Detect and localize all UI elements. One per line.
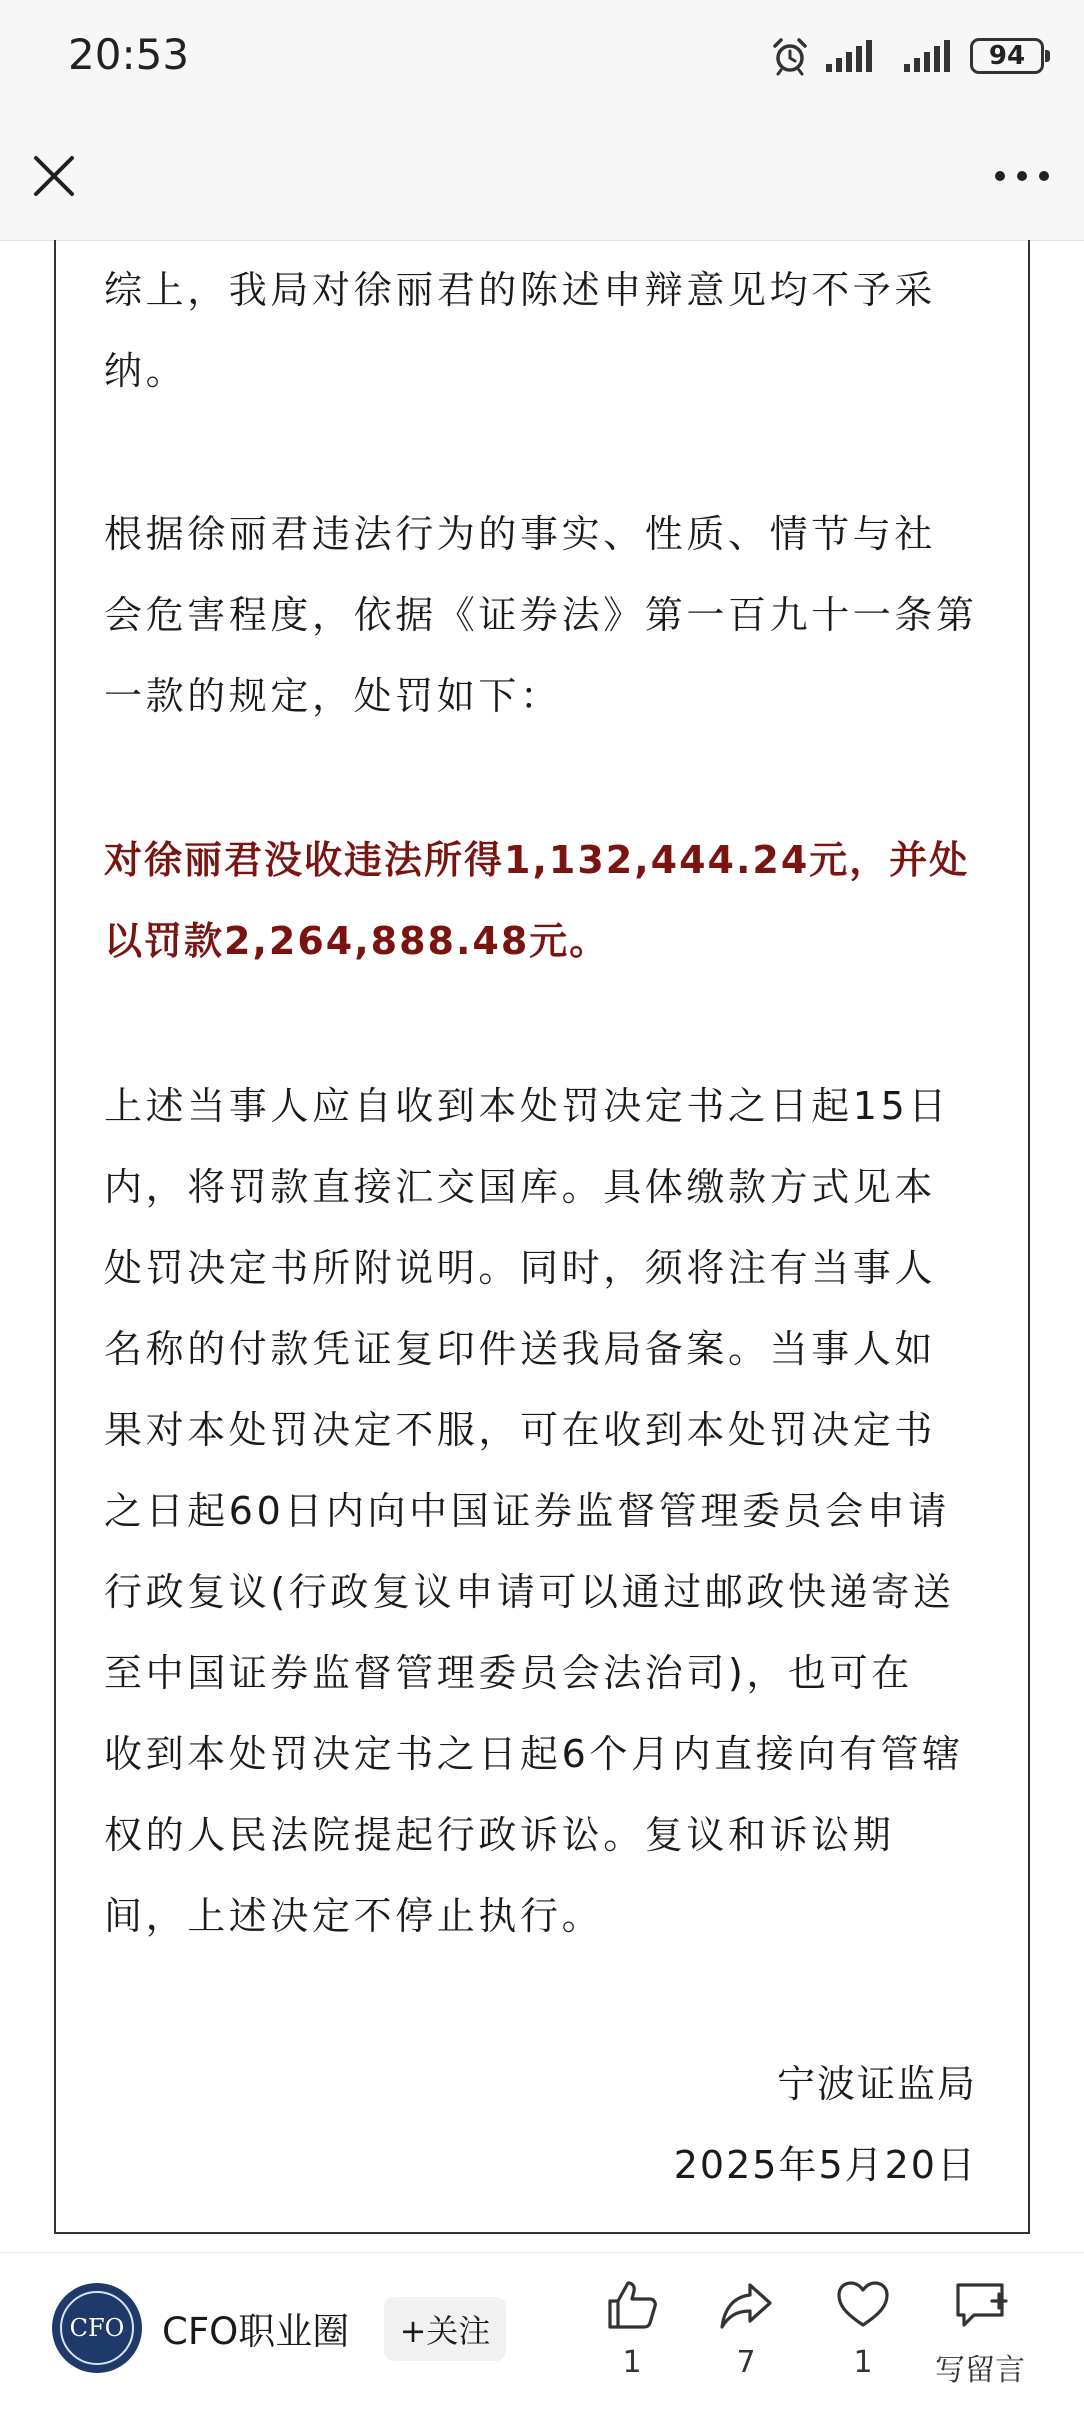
avatar-logo: CFO bbox=[60, 2291, 134, 2365]
alarm-icon bbox=[770, 36, 810, 76]
status-icons bbox=[770, 34, 1044, 78]
signature-authority: 宁波证监局 bbox=[776, 2062, 977, 2106]
more-icon[interactable] bbox=[990, 158, 1054, 194]
battery-level: 94 bbox=[988, 41, 1026, 71]
paragraph-basis bbox=[104, 494, 984, 737]
close-icon[interactable] bbox=[28, 150, 80, 202]
share-count: 7 bbox=[736, 2345, 756, 2380]
text-line: 果对本处罚决定不服，可在收到本处罚决定书 bbox=[104, 1408, 937, 1452]
text-line: 之日起60日内向中国证券监督管理委员会申请 bbox=[104, 1489, 950, 1533]
text-line: 内，将罚款直接汇交国库。具体缴款方式见本 bbox=[104, 1165, 937, 1209]
text-line: 会危害程度，依据《证券法》第一百九十一条第 bbox=[104, 593, 978, 637]
text-line: 上述当事人应自收到本处罚决定书之日起15日 bbox=[104, 1084, 950, 1128]
text-line: 以罚款2,264,888.48元。 bbox=[104, 919, 610, 963]
comment-button[interactable] bbox=[920, 2277, 1040, 2397]
battery-icon bbox=[970, 38, 1044, 74]
signature-date: 2025年5月20日 bbox=[673, 2143, 977, 2187]
text-line: 权的人民法院提起行政诉讼。复议和诉讼期 bbox=[104, 1813, 895, 1857]
text-line: 对徐丽君没收违法所得1,132,444.24元，并处 bbox=[104, 838, 970, 882]
favorite-button[interactable] bbox=[803, 2277, 923, 2397]
like-count: 1 bbox=[622, 2345, 642, 2380]
status-bar bbox=[0, 0, 1084, 110]
text-line: 至中国证券监督管理委员会法治司)，也可在 bbox=[104, 1651, 913, 1695]
text-line: 处罚决定书所附说明。同时，须将注有当事人 bbox=[104, 1246, 937, 1290]
account-name[interactable]: CFO职业圈 bbox=[162, 2310, 350, 2353]
paragraph-penalty bbox=[104, 820, 984, 982]
text-line: 一款的规定，处罚如下： bbox=[104, 674, 562, 718]
signal-icon bbox=[826, 38, 888, 74]
text-line: 收到本处罚决定书之日起6个月内直接向有管辖 bbox=[104, 1732, 964, 1776]
text-line: 名称的付款凭证复印件送我局备案。当事人如 bbox=[104, 1327, 937, 1371]
paragraph-instructions bbox=[104, 1066, 984, 1957]
avatar[interactable] bbox=[52, 2283, 142, 2373]
share-button[interactable] bbox=[686, 2277, 806, 2397]
like-button[interactable] bbox=[572, 2277, 692, 2397]
text-line: 综上，我局对徐丽君的陈述申辩意见均不予采 bbox=[104, 268, 937, 312]
comment-label: 写留言 bbox=[935, 2353, 1025, 2388]
status-time: 20:53 bbox=[68, 30, 190, 79]
bottom-bar bbox=[0, 2252, 1084, 2413]
text-line: 根据徐丽君违法行为的事实、性质、情节与社 bbox=[104, 512, 937, 556]
follow-button[interactable]: +关注 bbox=[384, 2297, 506, 2361]
heart-icon bbox=[835, 2277, 891, 2333]
text-line: 间，上述决定不停止执行。 bbox=[104, 1894, 604, 1938]
thumbs-up-icon bbox=[604, 2277, 660, 2333]
paragraph-conclusion bbox=[104, 250, 984, 412]
favorite-count: 1 bbox=[853, 2345, 873, 2380]
nav-bar bbox=[0, 110, 1084, 241]
text-line: 纳。 bbox=[104, 349, 188, 393]
signal-icon bbox=[904, 38, 954, 74]
comment-icon bbox=[952, 2277, 1008, 2333]
share-icon bbox=[718, 2277, 774, 2333]
text-line: 行政复议(行政复议申请可以通过邮政快递寄送 bbox=[104, 1570, 955, 1614]
